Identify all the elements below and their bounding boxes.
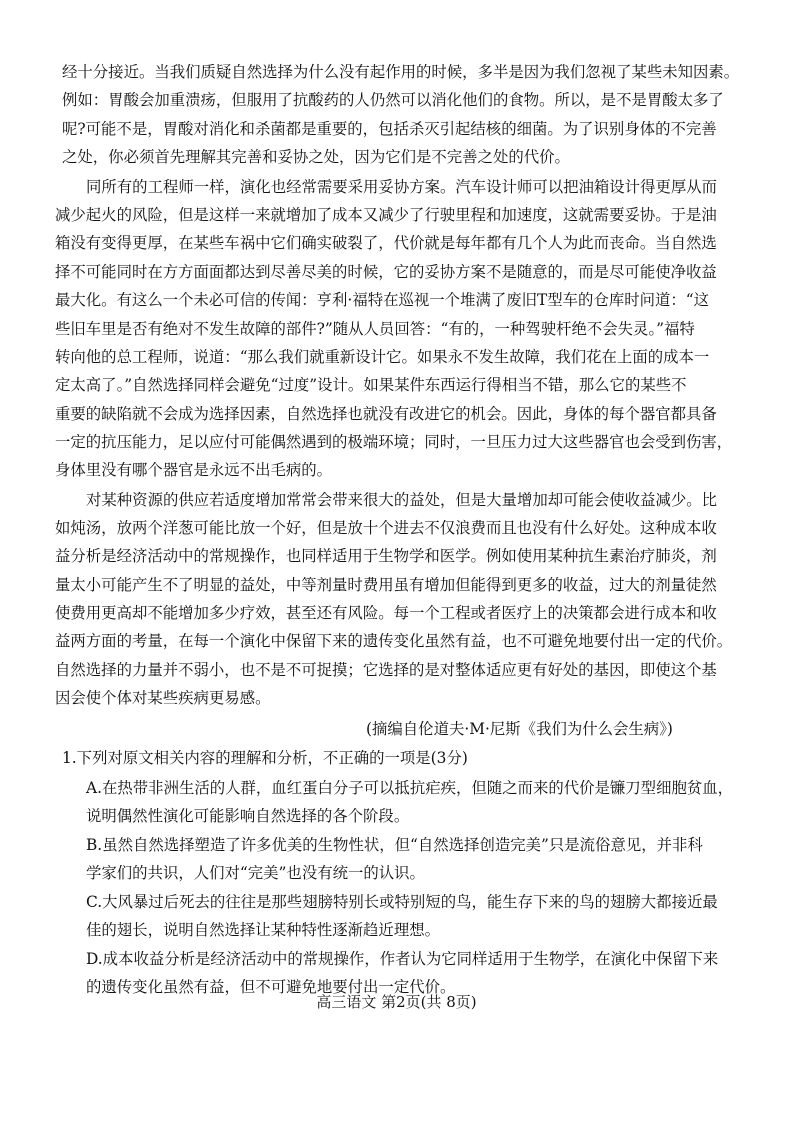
option-b-line-2: 学家们的共识，人们对“完美”也没有统一的认识。 <box>86 864 425 882</box>
paragraph-2-line-11: 身体里没有哪个器官是永远不出毛病的。 <box>55 461 333 479</box>
paragraph-3-line-6: 益两方面的考量，在每一个演化中保留下来的遗传变化虽然有益，也不可避免地要付出一定的代价。 <box>55 632 733 650</box>
paragraph-1-line-3: 呢?可能不是，胃酸对消化和杀菌都是重要的，包括杀灭引起结核的细菌。为了识别身体的不完善 <box>62 120 717 138</box>
option-d-line-2: 的遗传变化虽然有益，但不可避免地要付出一定代价。 <box>86 978 456 996</box>
paragraph-2-line-1: 同所有的工程师一样，演化也经常需要采用妥协方案。汽车设计师可以把油箱设计得更厚从而 <box>86 178 718 196</box>
option-c-line-2: 佳的翅长，说明自然选择让某种特性逐渐趋近理想。 <box>86 921 440 939</box>
paragraph-2-line-2: 减少起火的风险，但是这样一来就增加了成本又减少了行驶里程和加速度，这就需要妥协。于是油 <box>55 206 717 224</box>
paragraph-2-line-9: 重要的缺陷就不会成为选择因素，自然选择也就没有改进它的机会。因此，身体的每个器官都具备 <box>55 405 717 423</box>
paragraph-3-line-7: 自然选择的力量并不弱小，也不是不可捉摸；它选择的是对整体适应更有好处的基因，即使这个基 <box>55 661 717 679</box>
paragraph-1-line-2: 例如：胃酸会加重溃疡，但服用了抗酸药的人仍然可以消化他们的食物。所以，是不是胃酸太多了 <box>62 91 724 109</box>
paragraph-2-line-7: 转向他的总工程师，说道：“那么我们就重新设计它。如果永不发生故障，我们花在上面的成本一 <box>55 348 710 366</box>
question-stem: 1.下列对原文相关内容的理解和分析，不正确的一项是(3分) <box>62 749 468 767</box>
option-d-line-1: D.成本收益分析是经济活动中的常规操作，作者认为它同样适用于生物学，在演化中保留下来 <box>86 950 719 968</box>
paragraph-2-line-6: 些旧车里是否有绝对不发生故障的部件?”随从人员回答：“有的，一种驾驶杆绝不会失灵。”福特 <box>55 320 695 338</box>
paragraph-3-line-3: 益分析是经济活动中的常规操作，也同样适用于生物学和医学。例如使用某种抗生素治疗肺炎，剂 <box>55 547 717 565</box>
paragraph-3-line-4: 量太小可能产生不了明显的益处，中等剂量时费用虽有增加但能得到更多的收益，过大的剂量徒然 <box>55 576 717 594</box>
option-a-line-1: A.在热带非洲生活的人群，血红蛋白分子可以抵抗疟疾，但随之而来的代价是镰刀型细胞贫血， <box>86 779 734 797</box>
paragraph-2-line-10: 一定的抗压能力，足以应付可能偶然遇到的极端环境；同时，一旦压力过大这些器官也会受到伤害， <box>55 433 733 451</box>
paragraph-3-line-2: 如炖汤，放两个洋葱可能比放一个好，但是放十个进去不仅浪费而且也没有什么好处。这种成本收 <box>55 519 717 537</box>
option-b-line-1: B.虽然自然选择塑造了许多优美的生物性状，但“自然选择创造完美”只是流俗意见，并非科 <box>86 836 703 854</box>
paragraph-3-line-5: 使费用更高却不能增加多少疗效，甚至还有风险。每一个工程或者医疗上的决策都会进行成本和收 <box>55 604 717 622</box>
paragraph-2-line-5: 最大化。有这么一个未必可信的传闻：亨利·福特在巡视一个堆满了废旧T型车的仓库时问道：“这 <box>55 291 710 309</box>
paragraph-2-line-3: 箱没有变得更厚，在某些车祸中它们确实破裂了，代价就是每年都有几个人为此而丧命。当自然选 <box>55 234 717 252</box>
paragraph-3-line-8: 因会使个体对某些疾病更易感。 <box>55 689 271 707</box>
option-a-line-2: 说明偶然性演化可能影响自然选择的各个阶段。 <box>86 807 410 825</box>
paragraph-2-line-4: 择不可能同时在方方面面都达到尽善尽美的时候，它的妥协方案不是随意的，而是尽可能使净收益 <box>55 263 717 281</box>
page-footer: 高三语文 第2页(共 8页) <box>316 993 477 1011</box>
paragraph-1-line-4: 之处，你必须首先理解其完善和妥协之处，因为它们是不完善之处的代价。 <box>62 148 570 166</box>
option-c-line-1: C.大风暴过后死去的往往是那些翅膀特别长或特别短的鸟，能生存下来的鸟的翅膀大都接近最 <box>86 893 718 911</box>
paragraph-1-line-1: 经十分接近。当我们质疑自然选择为什么没有起作用的时候，多半是因为我们忽视了某些未知因素。 <box>62 63 740 81</box>
paragraph-2-line-8: 定太高了。”自然选择同样会避免“过度”设计。如果某件东西运行得相当不错，那么它的某些不 <box>55 376 687 394</box>
source-attribution: (摘编自伦道夫·M·尼斯《我们为什么会生病》) <box>366 720 673 738</box>
paragraph-3-line-1: 对某种资源的供应若适度增加常常会带来很大的益处，但是大量增加却可能会使收益减少。比 <box>86 491 718 509</box>
